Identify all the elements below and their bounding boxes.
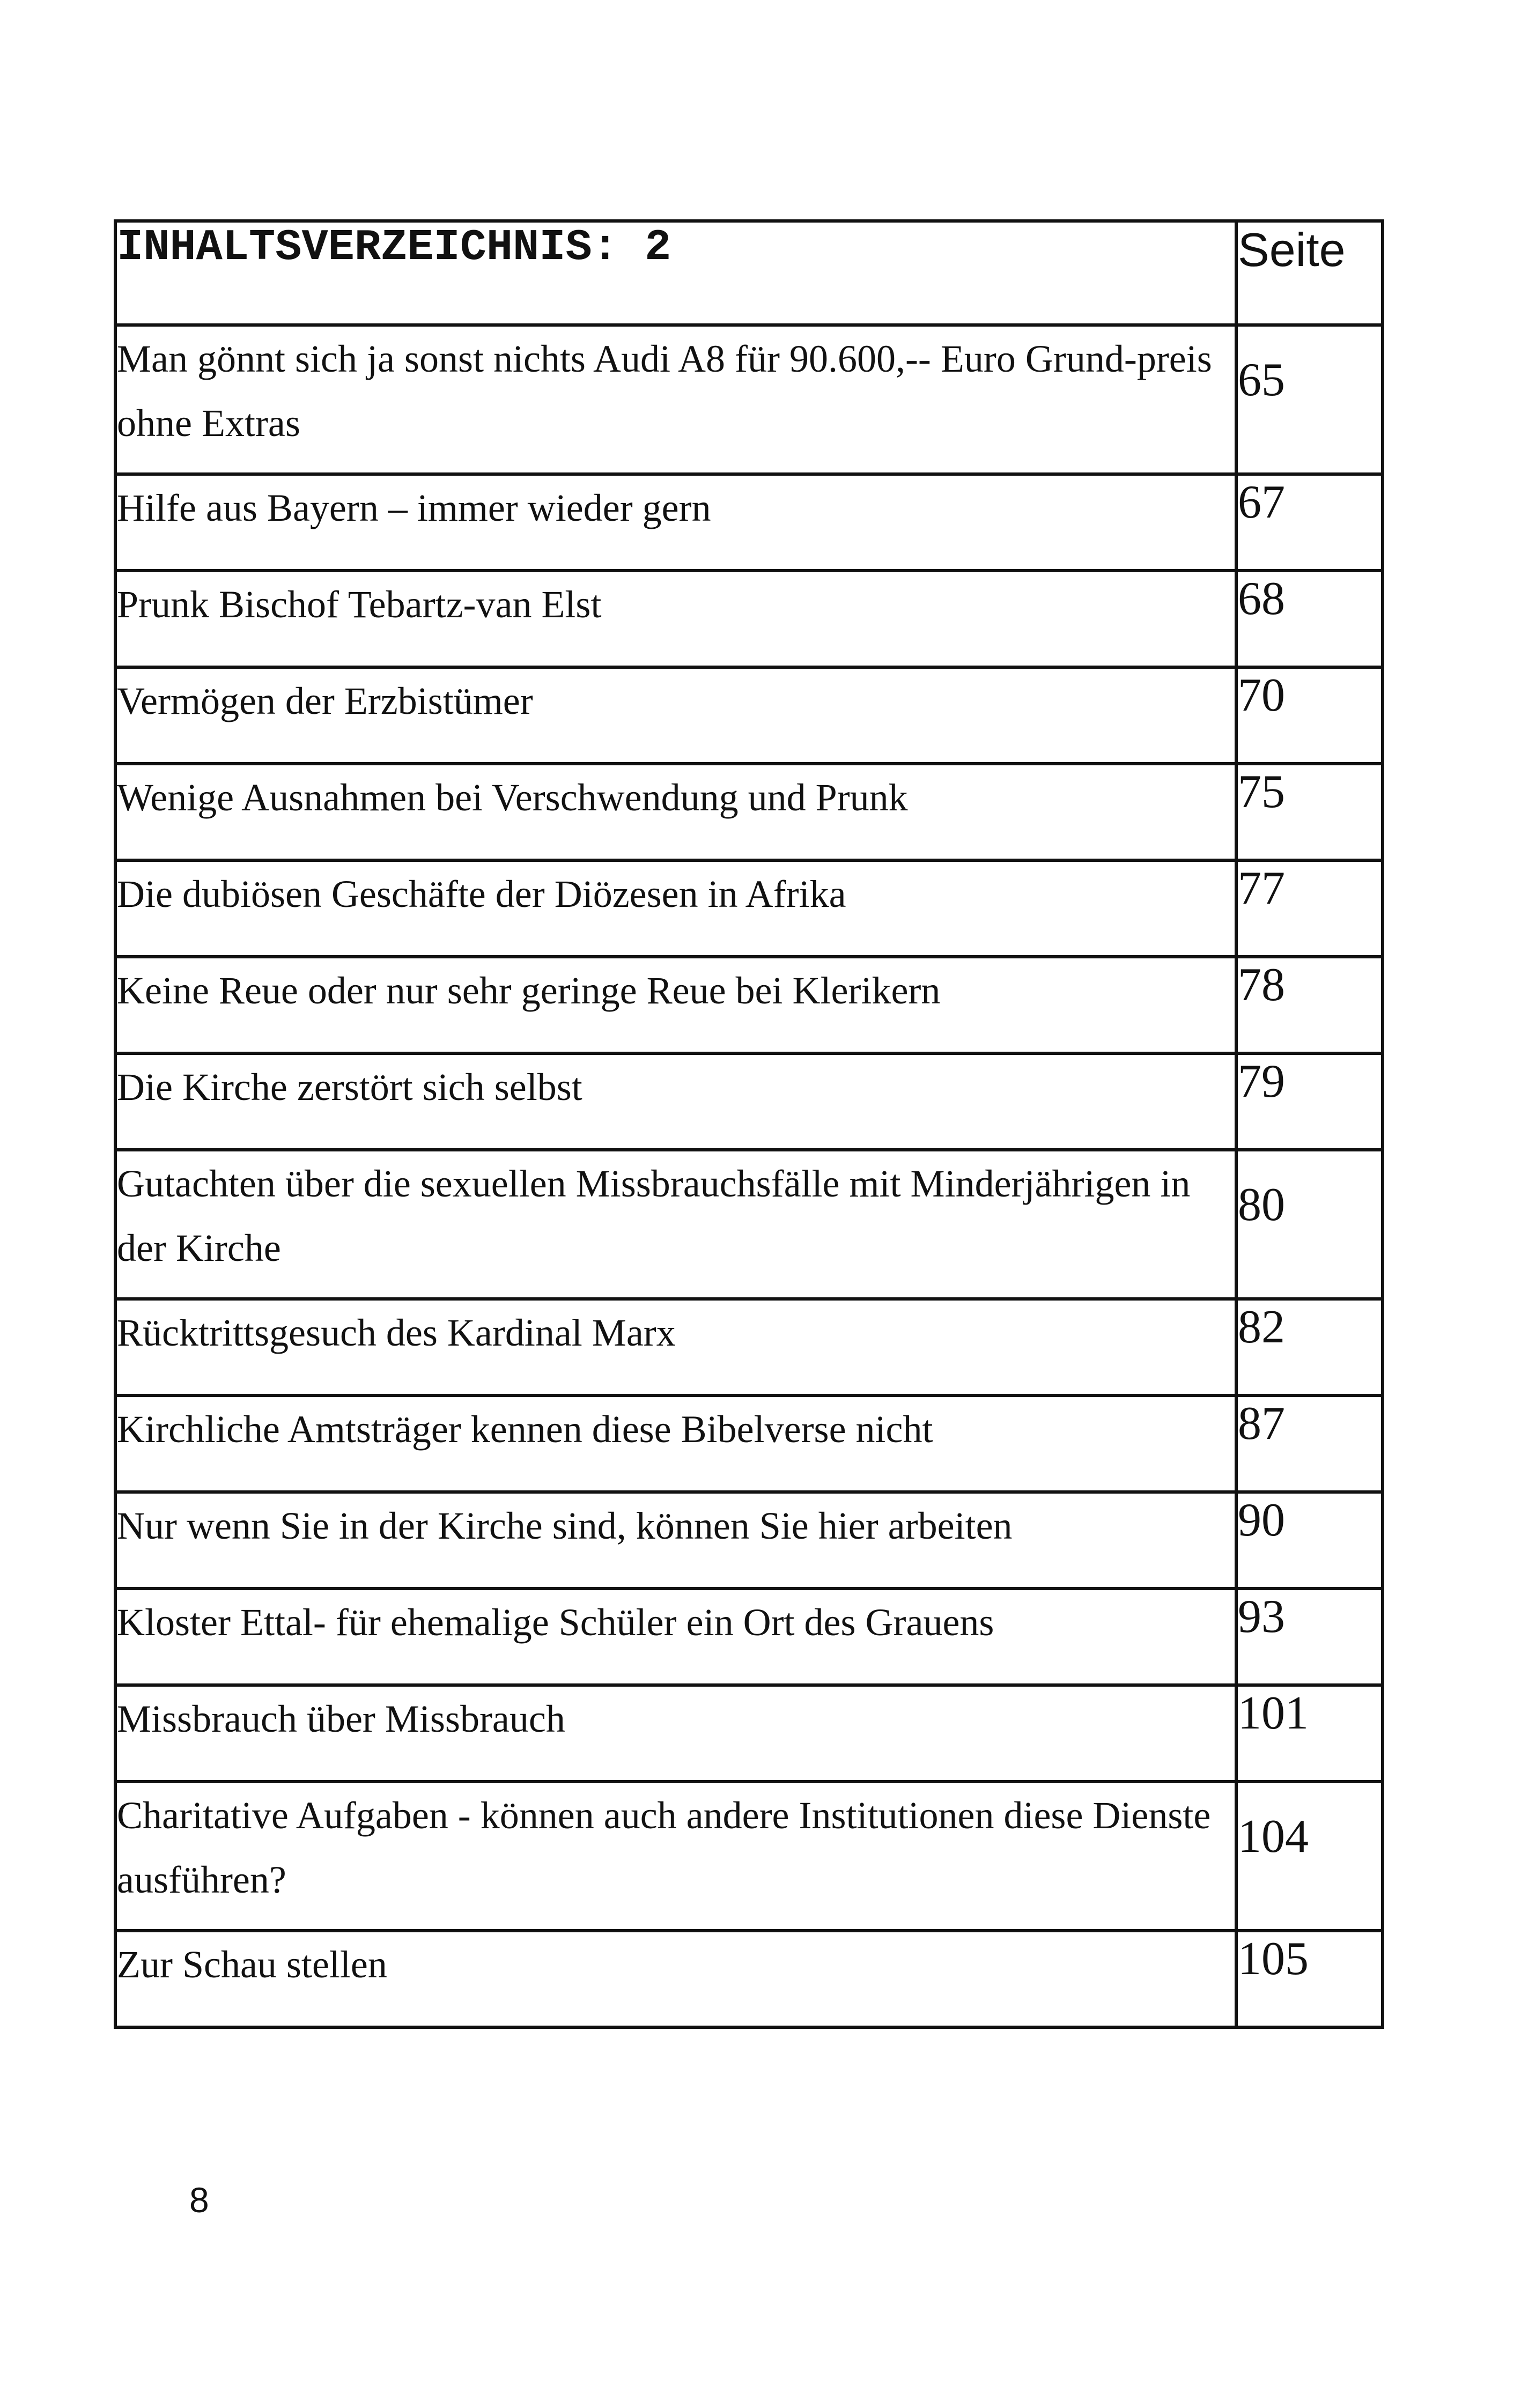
page-number: 8 bbox=[189, 2180, 209, 2220]
toc-row bbox=[115, 474, 1383, 571]
toc-entry-page: 105 bbox=[1236, 1931, 1383, 2027]
toc-entry-title: Missbrauch über Missbrauch bbox=[115, 1685, 1236, 1782]
toc-entry-title: Die Kirche zerstört sich selbst bbox=[115, 1053, 1236, 1150]
toc-entry-page: 65 bbox=[1236, 325, 1383, 474]
toc-row bbox=[115, 667, 1383, 764]
toc-page-heading: Seite bbox=[1236, 221, 1383, 325]
toc-header-row bbox=[115, 221, 1383, 325]
toc-heading: INHALTSVERZEICHNIS: 2 bbox=[115, 221, 1236, 325]
toc-entry-page: 78 bbox=[1236, 957, 1383, 1053]
toc-entry-title: Vermögen der Erzbistümer bbox=[115, 667, 1236, 764]
toc-row bbox=[115, 1053, 1383, 1150]
toc-entry-title: Rücktrittsgesuch des Kardinal Marx bbox=[115, 1299, 1236, 1395]
toc-entry-page: 90 bbox=[1236, 1492, 1383, 1589]
toc-entry-title: Man gönnt sich ja sonst nichts Audi A8 für 90.600,-- Euro Grund-preis ohne Extras bbox=[115, 325, 1236, 474]
toc-entry-title: Hilfe aus Bayern – immer wieder gern bbox=[115, 474, 1236, 571]
toc-entry-title: Kloster Ettal- für ehemalige Schüler ein Ort des Grauens bbox=[115, 1589, 1236, 1685]
toc-entry-title: Kirchliche Amtsträger kennen diese Bibelverse nicht bbox=[115, 1395, 1236, 1492]
toc-row bbox=[115, 1931, 1383, 2027]
table-of-contents bbox=[114, 219, 1384, 2029]
toc-entry-page: 104 bbox=[1236, 1782, 1383, 1931]
toc-entry-page: 93 bbox=[1236, 1589, 1383, 1685]
toc-entry-title: Charitative Aufgaben - können auch andere Institutionen diese Dienste ausführen? bbox=[115, 1782, 1236, 1931]
toc-row bbox=[115, 860, 1383, 957]
toc-row bbox=[115, 1150, 1383, 1299]
toc-row bbox=[115, 957, 1383, 1053]
toc-entry-title: Gutachten über die sexuellen Missbrauchsfälle mit Minderjährigen in der Kirche bbox=[115, 1150, 1236, 1299]
toc-row bbox=[115, 1589, 1383, 1685]
toc-entry-title: Zur Schau stellen bbox=[115, 1931, 1236, 2027]
toc-entry-page: 80 bbox=[1236, 1150, 1383, 1299]
toc-entry-page: 68 bbox=[1236, 571, 1383, 667]
toc-row bbox=[115, 1685, 1383, 1782]
toc-entry-title: Wenige Ausnahmen bei Verschwendung und Prunk bbox=[115, 764, 1236, 860]
toc-entry-title: Keine Reue oder nur sehr geringe Reue bei Klerikern bbox=[115, 957, 1236, 1053]
toc-entry-page: 101 bbox=[1236, 1685, 1383, 1782]
toc-row bbox=[115, 1299, 1383, 1395]
toc-row bbox=[115, 571, 1383, 667]
toc-entry-page: 79 bbox=[1236, 1053, 1383, 1150]
toc-entry-page: 77 bbox=[1236, 860, 1383, 957]
toc-entry-page: 70 bbox=[1236, 667, 1383, 764]
toc-row bbox=[115, 1782, 1383, 1931]
toc-entry-page: 75 bbox=[1236, 764, 1383, 860]
toc-entry-title: Die dubiösen Geschäfte der Diözesen in Afrika bbox=[115, 860, 1236, 957]
toc-entry-page: 82 bbox=[1236, 1299, 1383, 1395]
toc-entry-page: 87 bbox=[1236, 1395, 1383, 1492]
toc-entry-page: 67 bbox=[1236, 474, 1383, 571]
toc-entry-title: Prunk Bischof Tebartz-van Elst bbox=[115, 571, 1236, 667]
toc-row bbox=[115, 1492, 1383, 1589]
toc-row bbox=[115, 1395, 1383, 1492]
toc-row bbox=[115, 764, 1383, 860]
toc-entry-title: Nur wenn Sie in der Kirche sind, können Sie hier arbeiten bbox=[115, 1492, 1236, 1589]
toc-row bbox=[115, 325, 1383, 474]
